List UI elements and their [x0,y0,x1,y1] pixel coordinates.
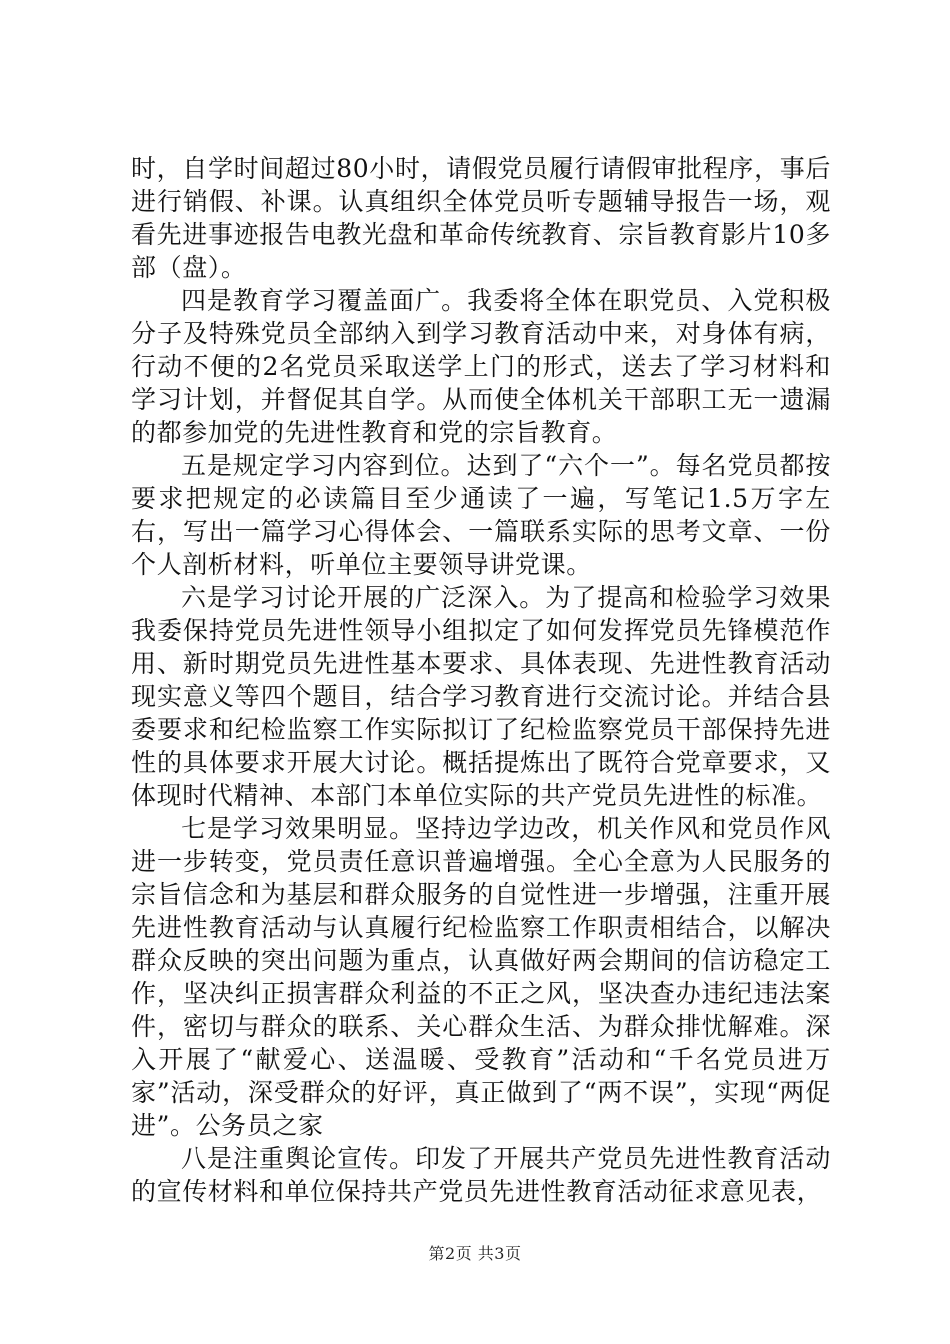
paragraph-continuation: 时，自学时间超过80小时，请假党员履行请假审批程序，事后进行销假、补课。认真组织全体党员听专题辅导报告一场，观看先进事迹报告电教光盘和革命传统教育、宗旨教育影片10多部（盘）。 [131,154,831,282]
paragraph-item-7: 七是学习效果明显。坚持边学边改，机关作风和党员作风进一步转变，党员责任意识普遍增强。全心全意为人民服务的宗旨信念和为基层和群众服务的自觉性进一步增强，注重开展先进性教育活动与认真履行纪检监察工作职责相结合，以解决群众反映的突出问题为重点，认真做好两会期间的信访稳定工作，坚决纠正损害群众利益的不正之风，坚决查办违纪违法案件，密切与群众的联系、关心群众生活、为群众排忧解难。深入开展了“献爱心、送温暖、受教育”活动和“千名党员进万家”活动，深受群众的好评，真正做到了“两不误”，实现“两促进”。公务员之家 [131,814,831,1140]
paragraph-item-4: 四是教育学习覆盖面广。我委将全体在职党员、入党积极分子及特殊党员全部纳入到学习教育活动中来，对身体有病，行动不便的2名党员采取送学上门的形式，送去了学习材料和学习计划，并督促其自学。从而使全体机关干部职工无一遗漏的都参加党的先进性教育和党的宗旨教育。 [131,286,831,447]
paragraph-item-6: 六是学习讨论开展的广泛深入。为了提高和检验学习效果我委保持党员先进性领导小组拟定了如何发挥党员先锋模范作用、新时期党员先进性基本要求、具体表现、先进性教育活动现实意义等四个题目，结合学习教育进行交流讨论。并结合县委要求和纪检监察工作实际拟订了纪检监察党员干部保持先进性的具体要求开展大讨论。概括提炼出了既符合党章要求，又体现时代精神、本部门本单位实际的共产党员先进性的标准。 [131,583,831,810]
paragraph-item-8: 八是注重舆论宣传。印发了开展共产党员先进性教育活动的宣传材料和单位保持共产党员先进性教育活动征求意见表， [131,1144,831,1206]
document-body [131,152,831,1208]
page-number-footer: 第2页 共3页 [428,1244,522,1263]
paragraph-item-5: 五是规定学习内容到位。达到了“六个一”。每名党员都按要求把规定的必读篇目至少通读了一遍，写笔记1.5万字左右，写出一篇学习心得体会、一篇联系实际的思考文章、一份个人剖析材料，听单位主要领导讲党课。 [131,451,831,579]
